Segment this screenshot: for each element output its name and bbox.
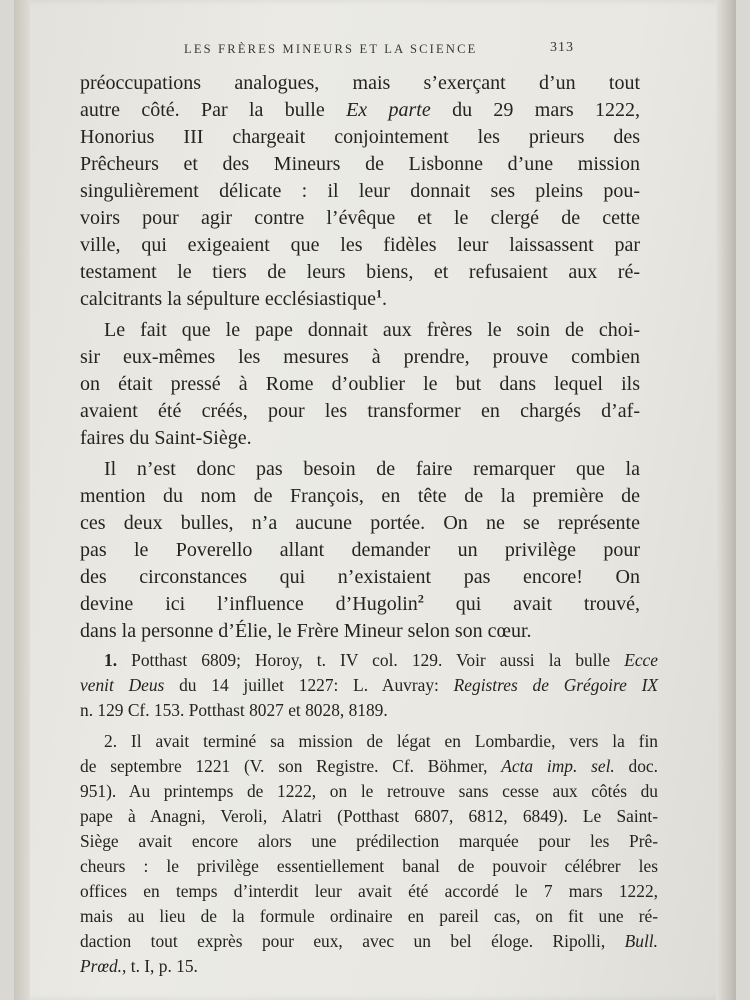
footnote-number: 1. <box>104 650 118 670</box>
paragraph-3 <box>80 456 640 645</box>
text-line: calcitrants la sépulture ecclésiastique$^1$. <box>80 286 387 310</box>
paragraph-1 <box>80 70 640 313</box>
note-line: offices en temps d’interdit leur avait été accordé le 7 mars 1222, <box>80 881 658 901</box>
running-title: LES FRÈRES MINEURS ET LA SCIENCE <box>184 42 478 56</box>
paragraph-2 <box>80 317 640 452</box>
text-line: mention du nom de François, en tête de la première de <box>80 485 640 507</box>
page-number: 313 <box>550 40 574 55</box>
text-line: testament le tiers de leurs biens, et refusaient aux ré- <box>80 261 640 283</box>
text-line: ville, qui exigeaient que les fidèles leur laissassent par <box>80 234 640 256</box>
text-line: Le fait que le pape donnait aux frères le soin de choi- <box>104 319 640 341</box>
footnote-ref-1: 1 <box>375 286 382 301</box>
page-header <box>184 40 574 62</box>
note-line: 2. Il avait terminé sa mission de légat en Lombardie, vers la fin <box>104 731 658 751</box>
note-line: mais au lieu de la formule ordinaire en pareil cas, on fit une ré- <box>80 906 658 926</box>
main-text <box>80 70 640 645</box>
italic-title: Ex parte <box>346 99 431 121</box>
text-line: préoccupations analogues, mais s’exerçant d’un tout <box>80 72 640 94</box>
text-line: on était pressé à Rome d’oublier le but dans lequel ils <box>80 373 640 395</box>
footnotes <box>80 648 658 979</box>
text-line: Il n’est donc pas besoin de faire remarquer que la <box>104 458 640 480</box>
text-line: ces deux bulles, n’a aucune portée. On ne se représente <box>80 512 640 534</box>
text-line: sir eux-mêmes les mesures à prendre, prouve combien <box>80 346 640 368</box>
text-line: voirs pour agir contre l’évêque et le clergé de cette <box>80 207 640 229</box>
text-line: pas le Poverello allant demander un privilège pour <box>80 539 640 561</box>
note-line: 951). Au printemps de 1222, on le retrouve sans cesse aux côtés du <box>80 781 658 801</box>
text-line: devine ici l’influence d’Hugolin$^2$ qui avait trouvé, <box>80 591 640 615</box>
text-line: Prêcheurs et des Mineurs de Lisbonne d’une mission <box>80 153 640 175</box>
note-line: Prœd., t. I, p. 15. <box>80 956 198 976</box>
note-line: n. 129 Cf. 153. Potthast 8027 et 8028, 8189. <box>80 700 388 720</box>
note-line: Siège avait encore alors une prédilection marquée pour les Prê- <box>80 831 658 851</box>
text-line: avaient été créés, pour les transformer en chargés d’af- <box>80 400 640 422</box>
page-edge <box>716 0 736 1000</box>
text-line: faires du Saint-Siège. <box>80 427 252 449</box>
text-line: dans la personne d’Élie, le Frère Mineur selon son cœur. <box>80 620 532 642</box>
note-line: venit Deus du 14 juillet 1227: L. Auvray: Registres de Grégoire IX <box>80 675 658 695</box>
text-line: singulièrement délicate : il leur donnait ses pleins pou- <box>80 180 640 202</box>
page-gutter <box>14 0 30 1000</box>
footnote-2 <box>80 729 658 979</box>
text-line: autre côté. Par la bulle Ex parte du 29 mars 1222, <box>80 99 640 121</box>
text-line: Honorius III chargeait conjointement les prieurs des <box>80 126 640 148</box>
footnote-ref-2: 2 <box>417 591 424 606</box>
footnote-1 <box>80 648 658 723</box>
note-line: de septembre 1221 (V. son Registre. Cf. Böhmer, Acta imp. sel. doc. <box>80 756 658 776</box>
note-line: pape à Anagni, Veroli, Alatri (Potthast 6807, 6812, 6849). Le Saint- <box>80 806 658 826</box>
text-line: des circonstances qui n’existaient pas encore! On <box>80 566 640 588</box>
note-line: daction tout exprès pour eux, avec un bel éloge. Ripolli, Bull. <box>80 931 658 951</box>
note-line: 1. Potthast 6809; Horoy, t. IV col. 129. Voir aussi la bulle Ecce <box>104 650 658 670</box>
book-page <box>14 0 736 1000</box>
note-line: cheurs : le privilège essentiellement banal de pouvoir célébrer les <box>80 856 658 876</box>
